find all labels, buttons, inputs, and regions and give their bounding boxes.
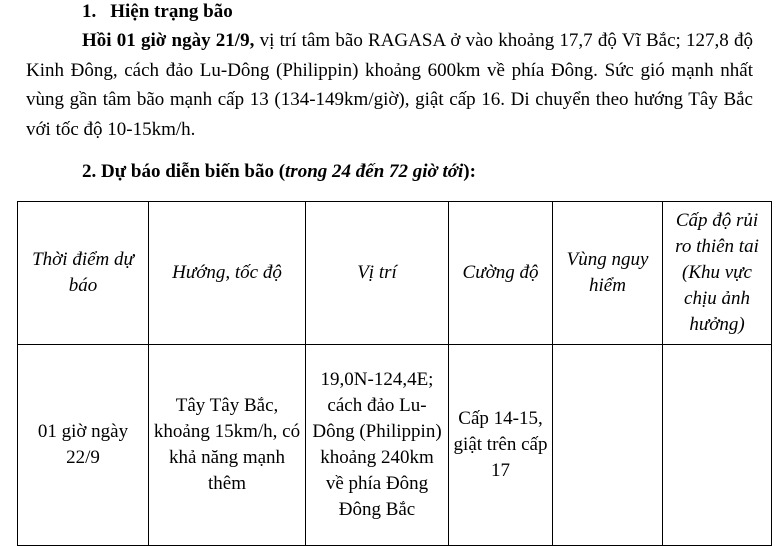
section-2-title-end: ): — [463, 161, 476, 182]
section-2-heading — [82, 159, 476, 185]
table-header-row — [18, 202, 772, 345]
header-intensity: Cường độ — [449, 202, 553, 345]
section-2-title: 2. Dự báo diễn biến bão ( — [82, 161, 286, 182]
cell-position: 19,0N-124,4E; cách đảo Lu-Dông (Philippin) khoảng 240km về phía Đông Đông Bắc — [306, 345, 449, 546]
cell-direction-speed: Tây Tây Bắc, khoảng 15km/h, có khả năng mạnh thêm — [149, 345, 306, 546]
header-position: Vị trí — [306, 202, 449, 345]
header-danger-zone: Vùng nguy hiểm — [553, 202, 663, 345]
current-status-paragraph — [26, 26, 753, 144]
cell-danger-zone — [553, 345, 663, 546]
cell-intensity: Cấp 14-15, giật trên cấp 17 — [449, 345, 553, 546]
section-1-heading — [82, 0, 233, 24]
table-row — [18, 345, 772, 546]
status-time-lead: Hồi 01 giờ ngày 21/9, — [82, 30, 255, 51]
status-body: vị trí tâm bão RAGASA ở vào khoảng 17,7 độ Vĩ Bắc; 127,8 độ Kinh Đông, cách đảo Lu-Dông (Philippin) khoảng 600km về phía Đông. Sức gió mạnh nhất vùng gần tâm bão mạnh cấp 13 (134-149km/giờ), giật cấp 16. Di chuyển theo hướng Tây Bắc với tốc độ 10-15km/h. — [26, 30, 753, 140]
section-1-number: 1. — [82, 1, 97, 22]
section-2-title-italic: trong 24 đến 72 giờ tới — [285, 161, 464, 182]
header-forecast-time: Thời điểm dự báo — [18, 202, 149, 345]
cell-risk-level — [663, 345, 772, 546]
header-risk-level: Cấp độ rủi ro thiên tai (Khu vực chịu ảnh hưởng) — [663, 202, 772, 345]
cell-forecast-time: 01 giờ ngày 22/9 — [18, 345, 149, 546]
header-direction-speed: Hướng, tốc độ — [149, 202, 306, 345]
section-1-title: Hiện trạng bão — [110, 1, 233, 22]
forecast-table — [17, 201, 772, 546]
